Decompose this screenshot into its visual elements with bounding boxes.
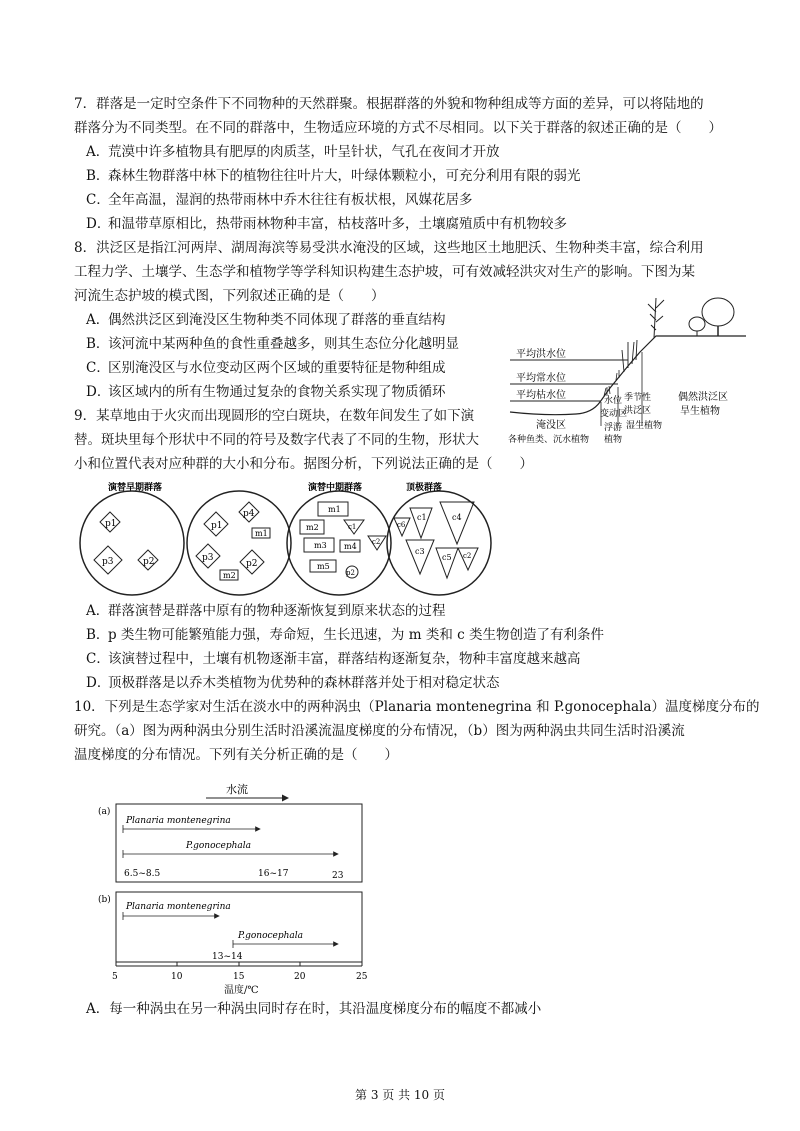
q8-stem-line2: 工程力学、土壤学、生态学和植物学等学科知识构建生态护坡，可有效减轻洪灾对生产的影响。下图为某 <box>74 264 695 280</box>
svg-text:m1: m1 <box>255 529 268 538</box>
svg-text:c1: c1 <box>348 523 357 531</box>
svg-text:p2: p2 <box>246 559 258 569</box>
svg-text:20: 20 <box>294 972 306 982</box>
label-mid: 演替中期群落 <box>308 483 363 493</box>
label-occasional-note: 旱生植物 <box>680 406 720 417</box>
svg-text:c5: c5 <box>442 553 452 562</box>
panel-b-label: (b) <box>98 895 111 905</box>
svg-text:p2: p2 <box>143 557 155 567</box>
q7-option-d: D．和温带草原相比，热带雨林物种丰富，枯枝落叶多，土壤腐殖质中有机物较多 <box>86 216 567 232</box>
q8-option-c: C．区别淹没区与水位变动区两个区域的重要特征是物种组成 <box>86 360 446 376</box>
svg-text:c1: c1 <box>417 513 427 522</box>
flow-label: 水流 <box>226 783 248 796</box>
circle-climax <box>387 491 491 595</box>
label-occasional: 偶然洪泛区 <box>678 392 728 403</box>
q7-option-a: A．荒漠中许多植物具有肥厚的肉质茎，叶呈针状，气孔在夜间才开放 <box>86 144 500 160</box>
q9-option-d: D．顶极群落是以乔木类植物为优势种的森林群落并处于相对稳定状态 <box>86 675 500 691</box>
label-normal-level: 平均常水位 <box>516 373 566 384</box>
svg-text:6.5~8.5: 6.5~8.5 <box>124 869 161 879</box>
svg-text:10: 10 <box>171 972 183 982</box>
q8-stem-line1: 8．洪泛区是指江河两岸、湖周海滨等易受洪水淹没的区域，这些地区土地肥沃、生物种类丰富，综合利用 <box>74 240 704 256</box>
label-season-2: 洪泛区 <box>624 406 652 416</box>
svg-text:c3: c3 <box>415 547 425 556</box>
svg-text:16~17: 16~17 <box>258 869 289 879</box>
q9-stem-line2: 替。斑块里每个形状中不同的符号及数字代表了不同的生物，形状大 <box>74 432 479 448</box>
svg-text:c2: c2 <box>372 538 381 546</box>
svg-text:m2: m2 <box>223 571 236 580</box>
circle-early-2 <box>187 491 291 595</box>
label-dry-level: 平均枯水位 <box>516 390 566 401</box>
svg-text:25: 25 <box>356 972 368 982</box>
svg-text:m4: m4 <box>344 542 357 551</box>
q9-stem-line3: 小和位置代表对应种群的大小和分布。据图分析，下列说法正确的是（ ） <box>74 456 533 472</box>
svg-text:m3: m3 <box>314 541 327 550</box>
svg-text:p1: p1 <box>211 521 223 531</box>
svg-text:m5: m5 <box>317 562 330 571</box>
svg-text:p1: p1 <box>105 519 117 529</box>
axis-label: 温度/℃ <box>224 985 259 996</box>
svg-text:m1: m1 <box>328 505 341 514</box>
svg-text:p2: p2 <box>346 569 355 577</box>
q10-distribution-figure <box>98 778 388 996</box>
q8-option-b: B．该河流中某两种鱼的食性重叠越多，则其生态位分化越明显 <box>86 336 459 352</box>
label-fluct-1: 水位 <box>604 396 623 406</box>
label-submerged-note: 各种鱼类、沉水植物 <box>508 435 590 445</box>
circle-early <box>80 491 184 595</box>
page-footer: 第 3 页 共 10 页 <box>355 1088 445 1102</box>
svg-text:Planaria montenegrina: Planaria montenegrina <box>126 902 231 912</box>
label-fluct-note-1: 浮游 <box>604 423 623 433</box>
svg-text:m2: m2 <box>306 523 319 532</box>
svg-text:p3: p3 <box>102 557 114 567</box>
svg-text:c6: c6 <box>397 521 406 529</box>
q8-option-a: A．偶然洪泛区到淹没区生物种类不同体现了群落的垂直结构 <box>86 312 446 328</box>
label-fluct-2: 变动区 <box>600 409 628 419</box>
q10-stem-line2: 研究。（a）图为两种涡虫分别生活时沿溪流温度梯度的分布情况，（b）图为两种涡虫共同生活时沿溪流 <box>74 723 685 739</box>
q9-option-c: C．该演替过程中，土壤有机物逐渐丰富，群落结构逐渐复杂，物种丰富度越来越高 <box>86 651 581 667</box>
q8-stem-line3: 河流生态护坡的模式图，下列叙述正确的是（ ） <box>74 288 385 304</box>
label-fluct-note-2: 植物 <box>604 435 623 445</box>
q7-stem-line1: 7．群落是一定时空条件下不同物种的天然群聚。根据群落的外貌和物种组成等方面的差异，可以将陆地的 <box>74 96 704 112</box>
svg-text:p3: p3 <box>202 553 214 563</box>
svg-text:Planaria montenegrina: Planaria montenegrina <box>126 816 231 826</box>
q10-stem-line1: 10．下列是生态学家对生活在淡水中的两种涡虫（Planaria montenegrina 和 P.gonocephala）温度梯度分布的 <box>74 699 760 715</box>
label-submerged-zone: 淹没区 <box>536 420 566 431</box>
svg-text:15: 15 <box>233 972 245 982</box>
q9-succession-figure <box>74 478 494 600</box>
q10-stem-line3: 温度梯度的分布情况。下列有关分析正确的是（ ） <box>74 747 398 763</box>
svg-text:23: 23 <box>332 871 344 881</box>
svg-text:13~14: 13~14 <box>212 952 243 962</box>
svg-text:c4: c4 <box>452 513 462 522</box>
svg-text:c2: c2 <box>463 552 472 560</box>
svg-text:P.gonocephala: P.gonocephala <box>186 841 252 851</box>
q9-option-b: B．p 类生物可能繁殖能力强，寿命短，生长迅速，为 m 类和 c 类生物创造了有利条件 <box>86 627 604 643</box>
q8-slope-figure <box>506 292 750 454</box>
label-season-note: 湿生植物 <box>626 421 663 431</box>
svg-text:5: 5 <box>112 972 118 982</box>
q10-option-a: A．每一种涡虫在另一种涡虫同时存在时，其沿温度梯度分布的幅度不都减小 <box>86 1001 542 1017</box>
label-season-1: 季节性 <box>624 393 652 403</box>
q9-option-a: A．群落演替是群落中原有的物种逐渐恢复到原来状态的过程 <box>86 603 446 619</box>
label-climax: 顶极群落 <box>406 483 443 493</box>
label-flood-level: 平均洪水位 <box>516 349 566 360</box>
label-early: 演替早期群落 <box>108 483 163 493</box>
panel-a-label: (a) <box>98 807 111 817</box>
q7-option-b: B．森林生物群落中林下的植物往往叶片大，叶绿体颗粒小，可充分利用有限的弱光 <box>86 168 581 184</box>
q7-stem-line2: 群落分为不同类型。在不同的群落中，生物适应环境的方式不尽相同。以下关于群落的叙述正确的是（ ） <box>74 120 722 136</box>
svg-text:P.gonocephala: P.gonocephala <box>238 931 304 941</box>
q8-option-d: D．该区域内的所有生物通过复杂的食物关系实现了物质循环 <box>86 384 446 400</box>
q9-stem-line1: 9．某草地由于火灾而出现圆形的空白斑块，在数年间发生了如下演 <box>74 408 475 424</box>
q7-option-c: C．全年高温，湿润的热带雨林中乔木往往有板状根，风媒花居多 <box>86 192 473 208</box>
svg-text:p4: p4 <box>243 509 255 519</box>
